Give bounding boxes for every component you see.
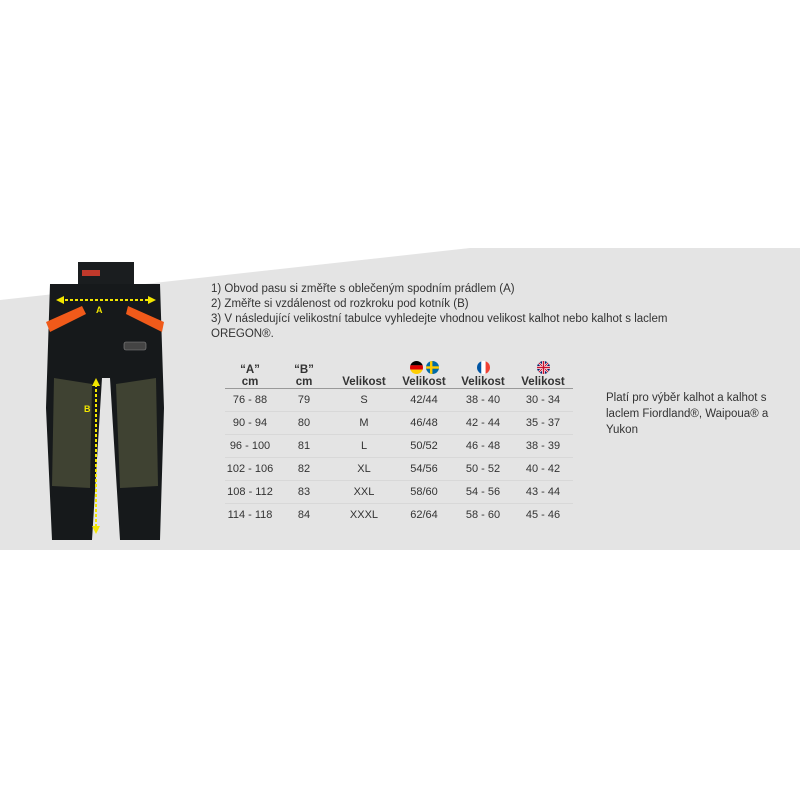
cell-inseam: 81 xyxy=(275,435,333,458)
cell-size-fr: 50 - 52 xyxy=(453,458,513,481)
header-inseam: “B” cm xyxy=(294,364,314,388)
cell-inseam: 83 xyxy=(275,481,333,504)
trousers-illustration xyxy=(40,258,170,548)
cell-size: M xyxy=(333,412,395,435)
table-row xyxy=(225,412,573,435)
cell-inseam: 82 xyxy=(275,458,333,481)
cell-size-uk: 40 - 42 xyxy=(513,458,573,481)
header-size: Velikost xyxy=(342,376,386,388)
cell-size-fr: 54 - 56 xyxy=(453,481,513,504)
header-size-uk: Velikost xyxy=(513,356,573,389)
cell-size-de-se: 46/48 xyxy=(395,412,453,435)
cell-size-de-se: 50/52 xyxy=(395,435,453,458)
cell-size-uk: 30 - 34 xyxy=(513,389,573,412)
measure-b-label: B xyxy=(84,404,91,414)
cell-waist: 76 - 88 xyxy=(225,389,275,412)
germany-flag-icon xyxy=(410,361,423,374)
instruction-line: 3) V následující velikostní tabulce vyhledejte vhodnou velikost kalhot nebo kalhot s laclem xyxy=(211,313,668,325)
cell-size-de-se: 42/44 xyxy=(395,389,453,412)
cell-waist: 114 - 118 xyxy=(225,504,275,527)
cell-size-uk: 43 - 44 xyxy=(513,481,573,504)
cell-inseam: 84 xyxy=(275,504,333,527)
cell-waist: 96 - 100 xyxy=(225,435,275,458)
cell-waist: 108 - 112 xyxy=(225,481,275,504)
header-size-de-se: Velikost xyxy=(395,356,453,389)
cell-inseam: 79 xyxy=(275,389,333,412)
instruction-line: 1) Obvod pasu si změřte s oblečeným spodním prádlem (A) xyxy=(211,283,515,295)
measuring-instructions xyxy=(211,282,751,342)
cell-size: XL xyxy=(333,458,395,481)
cell-size: L xyxy=(333,435,395,458)
cell-size: S xyxy=(333,389,395,412)
cell-waist: 90 - 94 xyxy=(225,412,275,435)
size-table xyxy=(225,356,573,526)
france-flag-icon xyxy=(477,361,490,374)
cell-size: XXXL xyxy=(333,504,395,527)
instruction-line: 2) Změřte si vzdálenost od rozkroku pod kotník (B) xyxy=(211,298,469,310)
cell-size-de-se: 54/56 xyxy=(395,458,453,481)
instruction-line: OREGON®. xyxy=(211,328,274,340)
table-row xyxy=(225,458,573,481)
sweden-flag-icon xyxy=(426,361,439,374)
cell-size-fr: 38 - 40 xyxy=(453,389,513,412)
cell-size-fr: 46 - 48 xyxy=(453,435,513,458)
table-row xyxy=(225,504,573,527)
table-row xyxy=(225,481,573,504)
header-waist: “A” cm xyxy=(240,364,260,388)
cell-size-de-se: 62/64 xyxy=(395,504,453,527)
cell-waist: 102 - 106 xyxy=(225,458,275,481)
cell-size-de-se: 58/60 xyxy=(395,481,453,504)
cell-size: XXL xyxy=(333,481,395,504)
cell-size-fr: 58 - 60 xyxy=(453,504,513,527)
cell-size-uk: 38 - 39 xyxy=(513,435,573,458)
table-header-row xyxy=(225,356,573,389)
cell-size-uk: 35 - 37 xyxy=(513,412,573,435)
applicability-note: Platí pro výběr kalhot a kalhot s laclem Fiordland®, Waipoua® a Yukon xyxy=(606,392,769,436)
cell-size-uk: 45 - 46 xyxy=(513,504,573,527)
table-row xyxy=(225,435,573,458)
uk-flag-icon xyxy=(537,361,550,374)
cell-size-fr: 42 - 44 xyxy=(453,412,513,435)
header-size-fr: Velikost xyxy=(453,356,513,389)
measure-a-label: A xyxy=(96,305,103,315)
table-row xyxy=(225,389,573,412)
cell-inseam: 80 xyxy=(275,412,333,435)
